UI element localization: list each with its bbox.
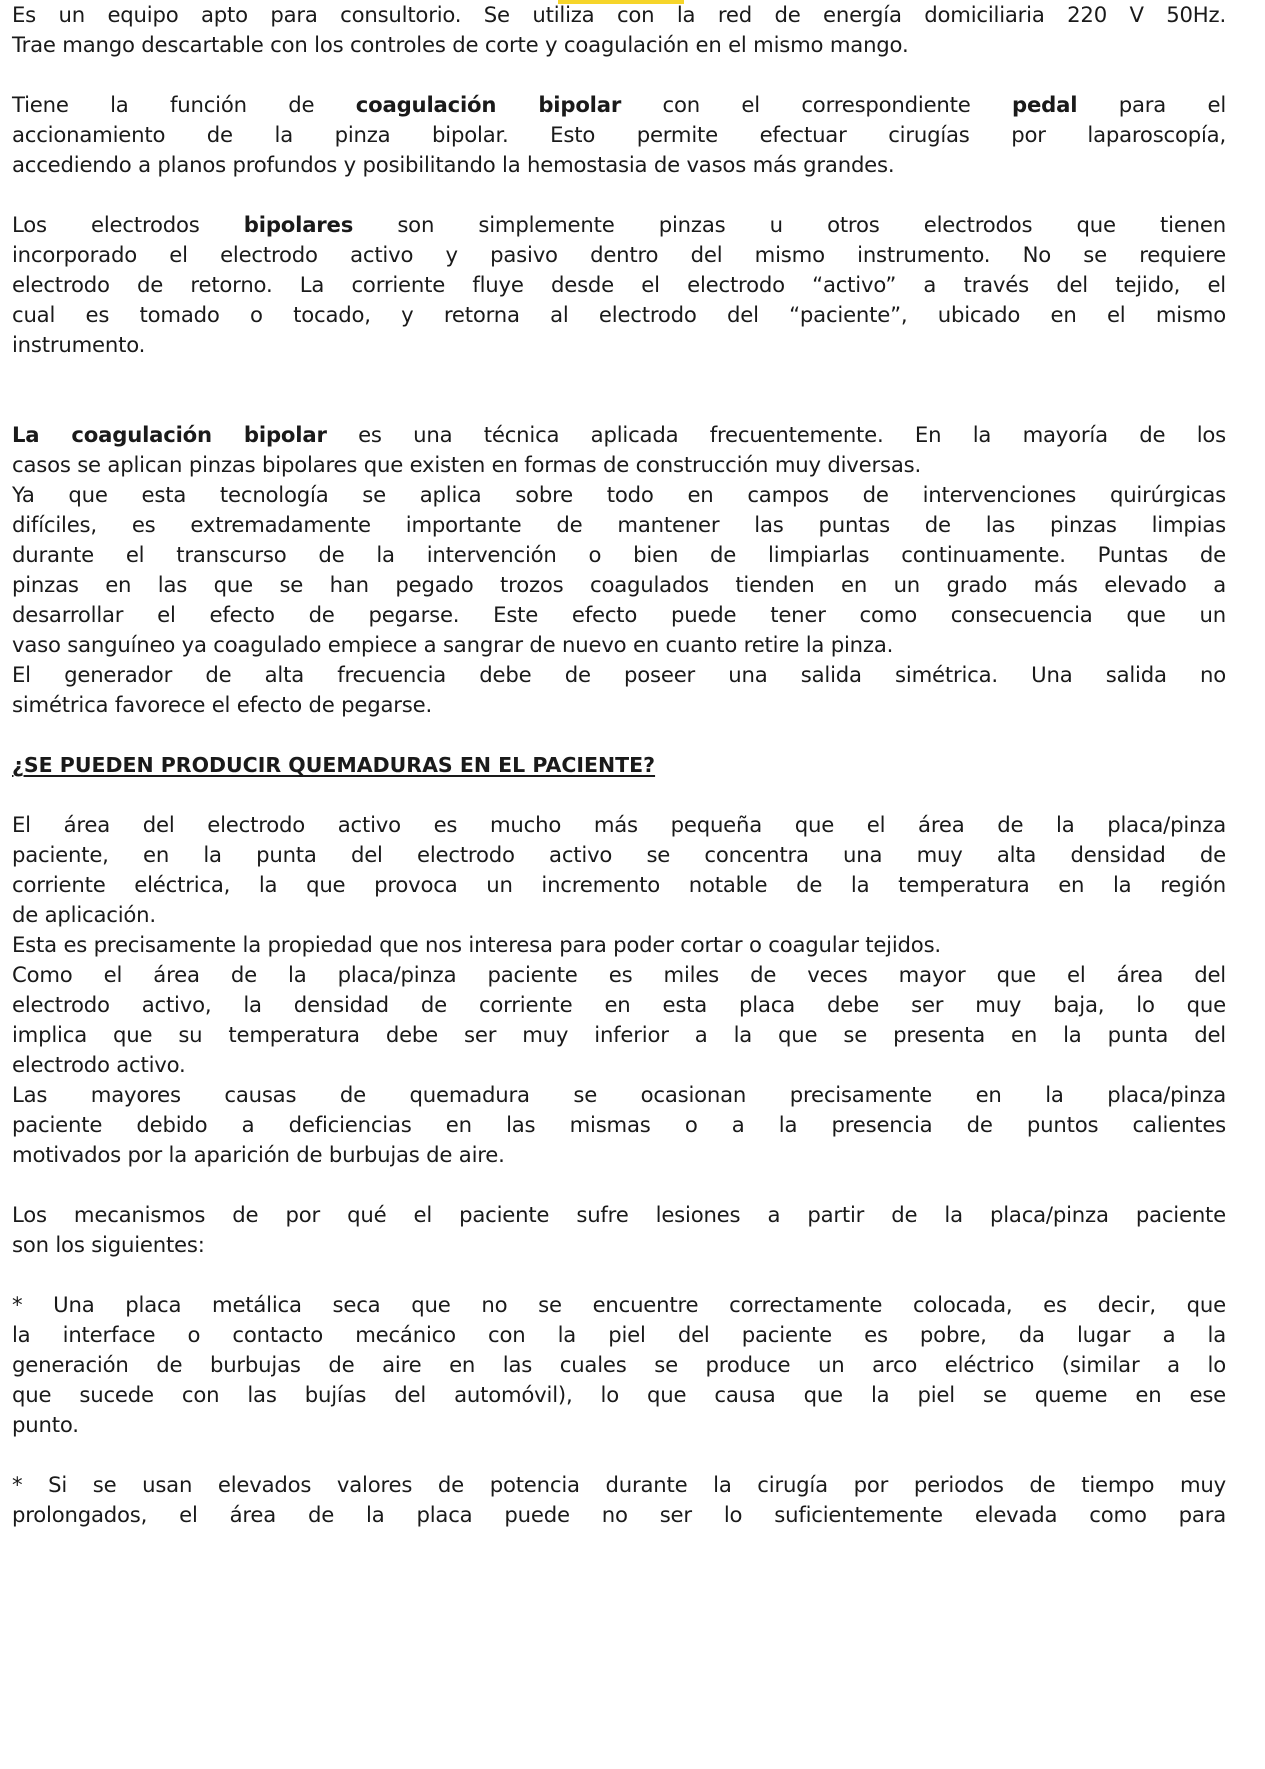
text-line: que sucede con las bujías del automóvil), lo que causa que la piel se queme en ese	[12, 1382, 1226, 1407]
text-line: instrumento.	[12, 332, 146, 357]
text-line: implica que su temperatura debe ser muy inferior a la que se presenta en la punta del	[12, 1022, 1226, 1047]
text-line	[12, 420, 1226, 450]
bold-term: La coagulación bipolar	[12, 422, 327, 447]
text-line: corriente eléctrica, la que provoca un incremento notable de la temperatura en la región	[12, 872, 1226, 897]
text-line: de aplicación.	[12, 902, 156, 927]
text-line: El área del electrodo activo es mucho más pequeña que el área de la placa/pinza	[12, 812, 1226, 837]
text-run: Los electrodos	[12, 212, 244, 237]
text-line: accediendo a planos profundos y posibilitando la hemostasia de vasos más grandes.	[12, 152, 895, 177]
paragraph-bipolar-electrodes	[12, 210, 1226, 360]
text-line: Como el área de la placa/pinza paciente es miles de veces mayor que el área del	[12, 962, 1226, 987]
text-line: punto.	[12, 1412, 79, 1437]
text-line: simétrica favorece el efecto de pegarse.	[12, 692, 433, 717]
text-line: pinzas en las que se han pegado trozos coagulados tienden en un grado más elevado a	[12, 572, 1226, 597]
bold-term: coagulación bipolar	[355, 92, 622, 117]
text-line	[12, 90, 1226, 120]
text-line: vaso sanguíneo ya coagulado empiece a sangrar de nuevo en cuanto retire la pinza.	[12, 632, 894, 657]
text-line: Los mecanismos de por qué el paciente sufre lesiones a partir de la placa/pinza paciente	[12, 1202, 1226, 1227]
text-line: prolongados, el área de la placa puede no ser lo suficientemente elevada como para	[12, 1502, 1226, 1527]
text-line: electrodo activo, la densidad de corriente en esta placa debe ser muy baja, lo que	[12, 992, 1226, 1017]
bold-term: bipolares	[243, 212, 354, 237]
text-run: son simplemente pinzas u otros electrodos que tienen	[353, 212, 1226, 237]
text-line: Es un equipo apto para consultorio. Se utiliza con la red de energía domiciliaria 220 V 50Hz.	[12, 2, 1226, 27]
text-line: electrodo activo.	[12, 1052, 186, 1077]
text-line: incorporado el electrodo activo y pasivo dentro del mismo instrumento. No se requiere	[12, 242, 1226, 267]
text-line: difíciles, es extremadamente importante de mantener las puntas de las pinzas limpias	[12, 512, 1226, 537]
paragraph-bipolar-coagulation	[12, 420, 1226, 720]
text-run: Tiene la función de	[12, 92, 356, 117]
text-line: * Una placa metálica seca que no se encuentre correctamente colocada, es decir, que	[12, 1292, 1226, 1317]
text-line: casos se aplican pinzas bipolares que existen en formas de construcción muy diversas.	[12, 452, 921, 477]
document-page	[12, 0, 1226, 1530]
list-item-high-power	[12, 1470, 1226, 1530]
text-line: El generador de alta frecuencia debe de poseer una salida simétrica. Una salida no	[12, 662, 1226, 687]
section-heading: ¿SE PUEDEN PRODUCIR QUEMADURAS EN EL PACIENTE?	[12, 753, 656, 777]
text-line: accionamiento de la pinza bipolar. Esto permite efectuar cirugías por laparoscopía,	[12, 122, 1226, 147]
paragraph-equipment-description	[12, 0, 1226, 60]
text-line: electrodo de retorno. La corriente fluye desde el electrodo “activo” a través del tejido, el	[12, 272, 1226, 297]
text-line: desarrollar el efecto de pegarse. Este efecto puede tener como consecuencia que un	[12, 602, 1226, 627]
text-line: Esta es precisamente la propiedad que nos interesa para poder cortar o coagular tejidos.	[12, 932, 941, 957]
text-line: la interface o contacto mecánico con la piel del paciente es pobre, da lugar a la	[12, 1322, 1226, 1347]
text-line: Las mayores causas de quemadura se ocasionan precisamente en la placa/pinza	[12, 1082, 1226, 1107]
bold-term: pedal	[1012, 92, 1078, 117]
text-run: para el	[1077, 92, 1226, 117]
text-line: cual es tomado o tocado, y retorna al electrodo del “paciente”, ubicado en el mismo	[12, 302, 1226, 327]
text-line: son los siguientes:	[12, 1232, 205, 1257]
list-item-dry-plate	[12, 1290, 1226, 1440]
paragraph-bipolar-function	[12, 90, 1226, 180]
text-line: paciente, en la punta del electrodo activo se concentra una muy alta densidad de	[12, 842, 1226, 867]
text-line: Trae mango descartable con los controles de corte y coagulación en el mismo mango.	[12, 32, 909, 57]
text-line: paciente debido a deficiencias en las mismas o a la presencia de puntos calientes	[12, 1112, 1226, 1137]
text-line: motivados por la aparición de burbujas de aire.	[12, 1142, 505, 1167]
text-run: con el correspondiente	[621, 92, 1013, 117]
paragraph-burns-explanation	[12, 810, 1226, 1170]
paragraph-mechanisms-intro	[12, 1200, 1226, 1260]
text-line: generación de burbujas de aire en las cuales se produce un arco eléctrico (similar a lo	[12, 1352, 1226, 1377]
text-line: durante el transcurso de la intervención o bien de limpiarlas continuamente. Puntas de	[12, 542, 1226, 567]
text-run: es una técnica aplicada frecuentemente. En la mayoría de los	[326, 422, 1227, 447]
text-line	[12, 210, 1226, 240]
text-line: Ya que esta tecnología se aplica sobre todo en campos de intervenciones quirúrgicas	[12, 482, 1226, 507]
text-line: * Si se usan elevados valores de potencia durante la cirugía por periodos de tiempo muy	[12, 1472, 1226, 1497]
